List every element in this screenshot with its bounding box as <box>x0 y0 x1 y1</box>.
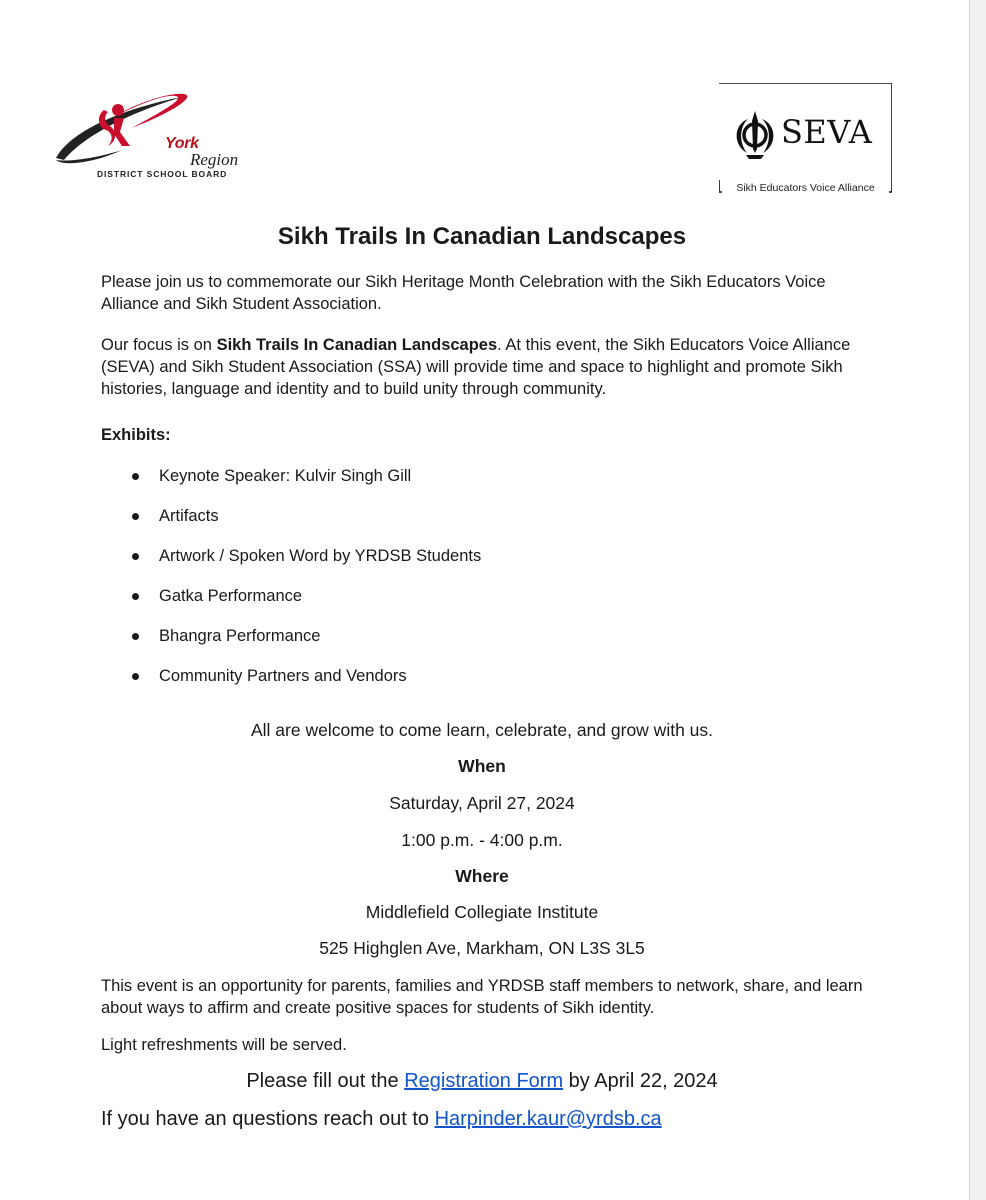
refreshments-note: Light refreshments will be served. <box>101 1036 347 1054</box>
registration-deadline: by April 22, 2024 <box>563 1070 718 1092</box>
opportunity-paragraph: This event is an opportunity for parents, families and YRDSB staff members to network, share, and learn about ways to affirm and create positive spaces for students of Sikh identity. <box>101 977 863 1017</box>
event-venue: Middlefield Collegiate Institute <box>365 902 599 922</box>
list-item <box>101 505 481 545</box>
list-item <box>101 625 481 665</box>
list-item <box>101 545 481 585</box>
list-item <box>101 585 481 625</box>
focus-bold-title: Sikh Trails In Canadian Landscapes <box>216 336 498 354</box>
event-address: 525 Highglen Ave, Markham, ON L3S 3L5 <box>319 938 645 958</box>
exhibit-label: Community Partners and Vendors <box>159 667 407 685</box>
york-logo-region: Region <box>190 150 239 169</box>
exhibits-heading: Exhibits: <box>101 426 171 444</box>
focus-suffix: . At this event, the Sikh Educators Voice Alliance (SEVA) and Sikh Student Association (SSA) will provide time and space to highlight and promote Sikh histories, language and identity and to build unity through community. <box>101 336 851 398</box>
registration-form-link[interactable]: Registration Form <box>404 1070 564 1092</box>
when-heading: When <box>458 756 506 776</box>
registration-line <box>0 1068 964 1094</box>
contact-line <box>101 1106 662 1132</box>
where-heading: Where <box>455 866 509 886</box>
focus-paragraph <box>101 334 871 400</box>
seva-tagline: Sikh Educators Voice Alliance <box>736 182 875 194</box>
list-item <box>101 465 481 505</box>
list-item <box>101 665 481 705</box>
exhibit-label: Bhangra Performance <box>159 627 321 645</box>
intro-paragraph: Please join us to commemorate our Sikh Heritage Month Celebration with the Sikh Educators Voice Alliance and Sikh Student Association. <box>101 273 826 313</box>
event-title: Sikh Trails In Canadian Landscapes <box>277 223 687 250</box>
york-region-logo <box>52 88 239 183</box>
contact-email-link[interactable]: Harpinder.kaur@yrdsb.ca <box>434 1108 662 1130</box>
bullet-icon <box>132 673 139 680</box>
exhibits-list <box>101 465 481 705</box>
bullet-icon <box>132 473 139 480</box>
exhibit-label: Gatka Performance <box>159 587 303 605</box>
seva-wordmark: SEVA <box>781 113 873 151</box>
exhibit-label: Artifacts <box>159 507 219 525</box>
york-logo-name: York <box>165 135 199 152</box>
event-time: 1:00 p.m. - 4:00 p.m. <box>401 830 563 850</box>
registration-prefix: Please fill out the <box>246 1070 405 1092</box>
page-edge-scrollbar[interactable] <box>969 0 986 1200</box>
bullet-icon <box>132 593 139 600</box>
exhibit-label: Keynote Speaker: Kulvir Singh Gill <box>159 467 412 485</box>
focus-prefix: Our focus is on <box>101 336 217 354</box>
contact-prefix: If you have an questions reach out to <box>101 1108 435 1130</box>
bullet-icon <box>132 633 139 640</box>
york-logo-board: DISTRICT SCHOOL BOARD <box>97 169 228 179</box>
welcome-line: All are welcome to come learn, celebrate, and grow with us. <box>250 720 714 740</box>
khanda-icon <box>737 111 774 159</box>
event-date: Saturday, April 27, 2024 <box>389 793 575 813</box>
seva-logo <box>719 83 892 196</box>
bullet-icon <box>132 513 139 520</box>
bullet-icon <box>132 553 139 560</box>
exhibit-label: Artwork / Spoken Word by YRDSB Students <box>159 547 482 565</box>
